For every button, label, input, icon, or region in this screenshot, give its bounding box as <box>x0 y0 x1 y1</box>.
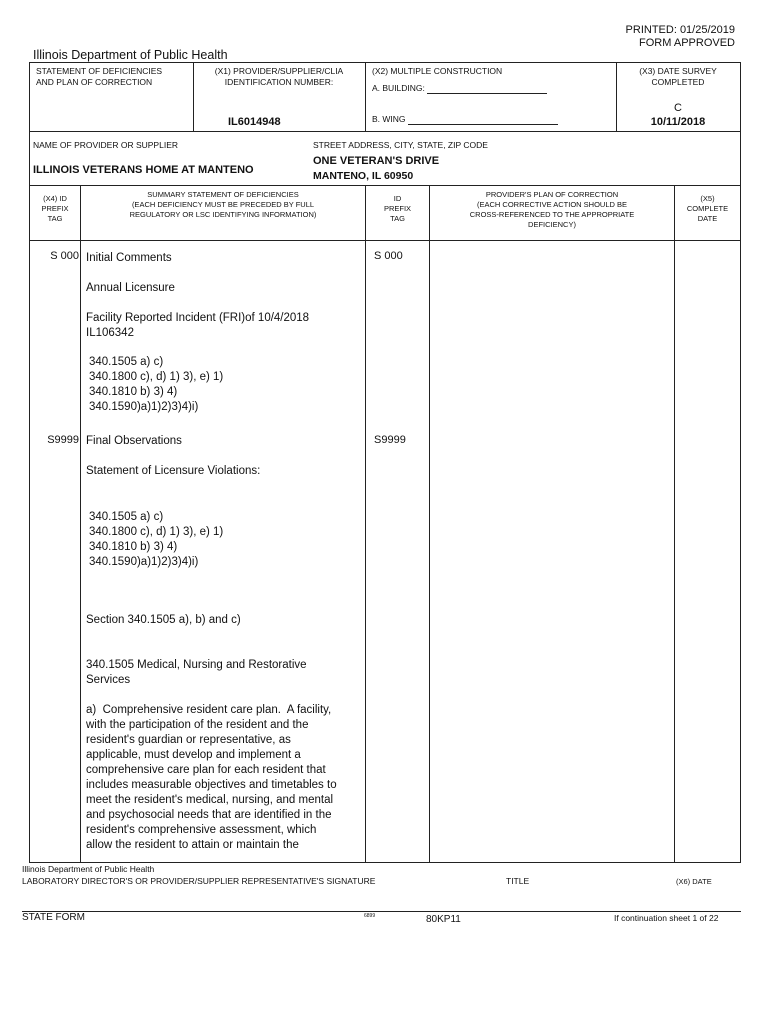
statement-label: STATEMENT OF DEFICIENCIES AND PLAN OF CORRECTION <box>36 66 163 87</box>
tag-s000: S 000 <box>50 250 79 262</box>
wing-label: B. WING <box>372 114 406 124</box>
x1-label: (X1) PROVIDER/SUPPLIER/CLIA IDENTIFICATION NUMBER: <box>214 66 344 87</box>
printed-date: PRINTED: 01/25/2019 <box>625 24 735 36</box>
form-status: FORM APPROVED <box>639 37 735 49</box>
footer-agency: Illinois Department of Public Health <box>22 864 155 874</box>
provider-name-label: NAME OF PROVIDER OR SUPPLIER <box>33 140 178 150</box>
provider-name: ILLINOIS VETERANS HOME AT MANTENO <box>33 164 254 176</box>
annual-licensure: Annual Licensure <box>86 282 175 294</box>
regulations-list-1: 340.1505 a) c) 340.1800 c), d) 1) 3), e) 1) 340.1810 b) 3) 4) 340.1590)a)1)2)3)4)i) <box>89 356 224 413</box>
plan-header: PROVIDER'S PLAN OF CORRECTION (EACH CORRECTIVE ACTION SHOULD BE CROSS-REFERENCED TO THE APPROPRIATE DEFICIENCY) <box>469 190 635 229</box>
regulations-list-2: 340.1505 a) c) 340.1800 c), d) 1) 3), e) 1) 340.1810 b) 3) 4) 340.1590)a)1)2)3)4)i) <box>89 511 224 568</box>
form-number: 6899 <box>364 913 376 919</box>
id-header: ID PREFIX TAG <box>383 194 412 223</box>
x4-header: (X4) ID PREFIX TAG <box>41 194 69 223</box>
address-label: STREET ADDRESS, CITY, STATE, ZIP CODE <box>313 140 488 150</box>
agency-name: Illinois Department of Public Health <box>33 48 228 62</box>
survey-code: C <box>674 102 682 114</box>
form-code: 80KP11 <box>426 914 461 925</box>
x3-label: (X3) DATE SURVEY COMPLETED <box>639 66 717 87</box>
city-state-zip: MANTENO, IL 60950 <box>313 170 414 182</box>
state-form-label: STATE FORM <box>22 912 85 923</box>
id-tag-s9999: S9999 <box>374 434 406 446</box>
summary-header: SUMMARY STATEMENT OF DEFICIENCIES (EACH DEFICIENCY MUST BE PRECEDED BY FULL REGULATORY OR LSC IDENTIFYING INFORMATION) <box>129 190 317 219</box>
building-field[interactable] <box>427 84 547 94</box>
id-tag-s000: S 000 <box>374 250 403 262</box>
initial-comments: Initial Comments <box>86 252 172 264</box>
date-label: (X6) DATE <box>676 877 712 886</box>
statement-violations: Statement of Licensure Violations: <box>86 465 261 477</box>
fri-text: Facility Reported Incident (FRI)of 10/4/2018 IL106342 <box>86 312 310 339</box>
paragraph-a: a) Comprehensive resident care plan. A facility, with the participation of the resident and the resident's guardian or representative, as applicable, must develop and implement a comprehensive care plan for each resident that includes measurable objectives and timetables to meet the resident's medical, nursing, and mental and psychosocial needs that are identified in the resident's comprehensive assessment, which allow the resident to attain or maintain the <box>86 704 337 851</box>
x5-header: (X5) COMPLETE DATE <box>686 194 729 223</box>
survey-date: 10/11/2018 <box>650 116 706 128</box>
medical-heading: 340.1505 Medical, Nursing and Restorative Services <box>86 659 307 686</box>
building-label: A. BUILDING: <box>372 83 425 93</box>
continuation-note: If continuation sheet 1 of 22 <box>614 913 719 923</box>
tag-s9999: S9999 <box>47 434 79 446</box>
section-heading: Section 340.1505 a), b) and c) <box>86 614 241 626</box>
final-observations: Final Observations <box>86 435 182 447</box>
signature-label: LABORATORY DIRECTOR'S OR PROVIDER/SUPPLIER REPRESENTATIVE'S SIGNATURE <box>22 876 376 886</box>
provider-id: IL6014948 <box>228 116 281 128</box>
title-label: TITLE <box>506 876 530 886</box>
street-address: ONE VETERAN'S DRIVE <box>313 155 440 167</box>
x2-label: (X2) MULTIPLE CONSTRUCTION <box>372 66 503 76</box>
wing-field[interactable] <box>408 115 558 125</box>
